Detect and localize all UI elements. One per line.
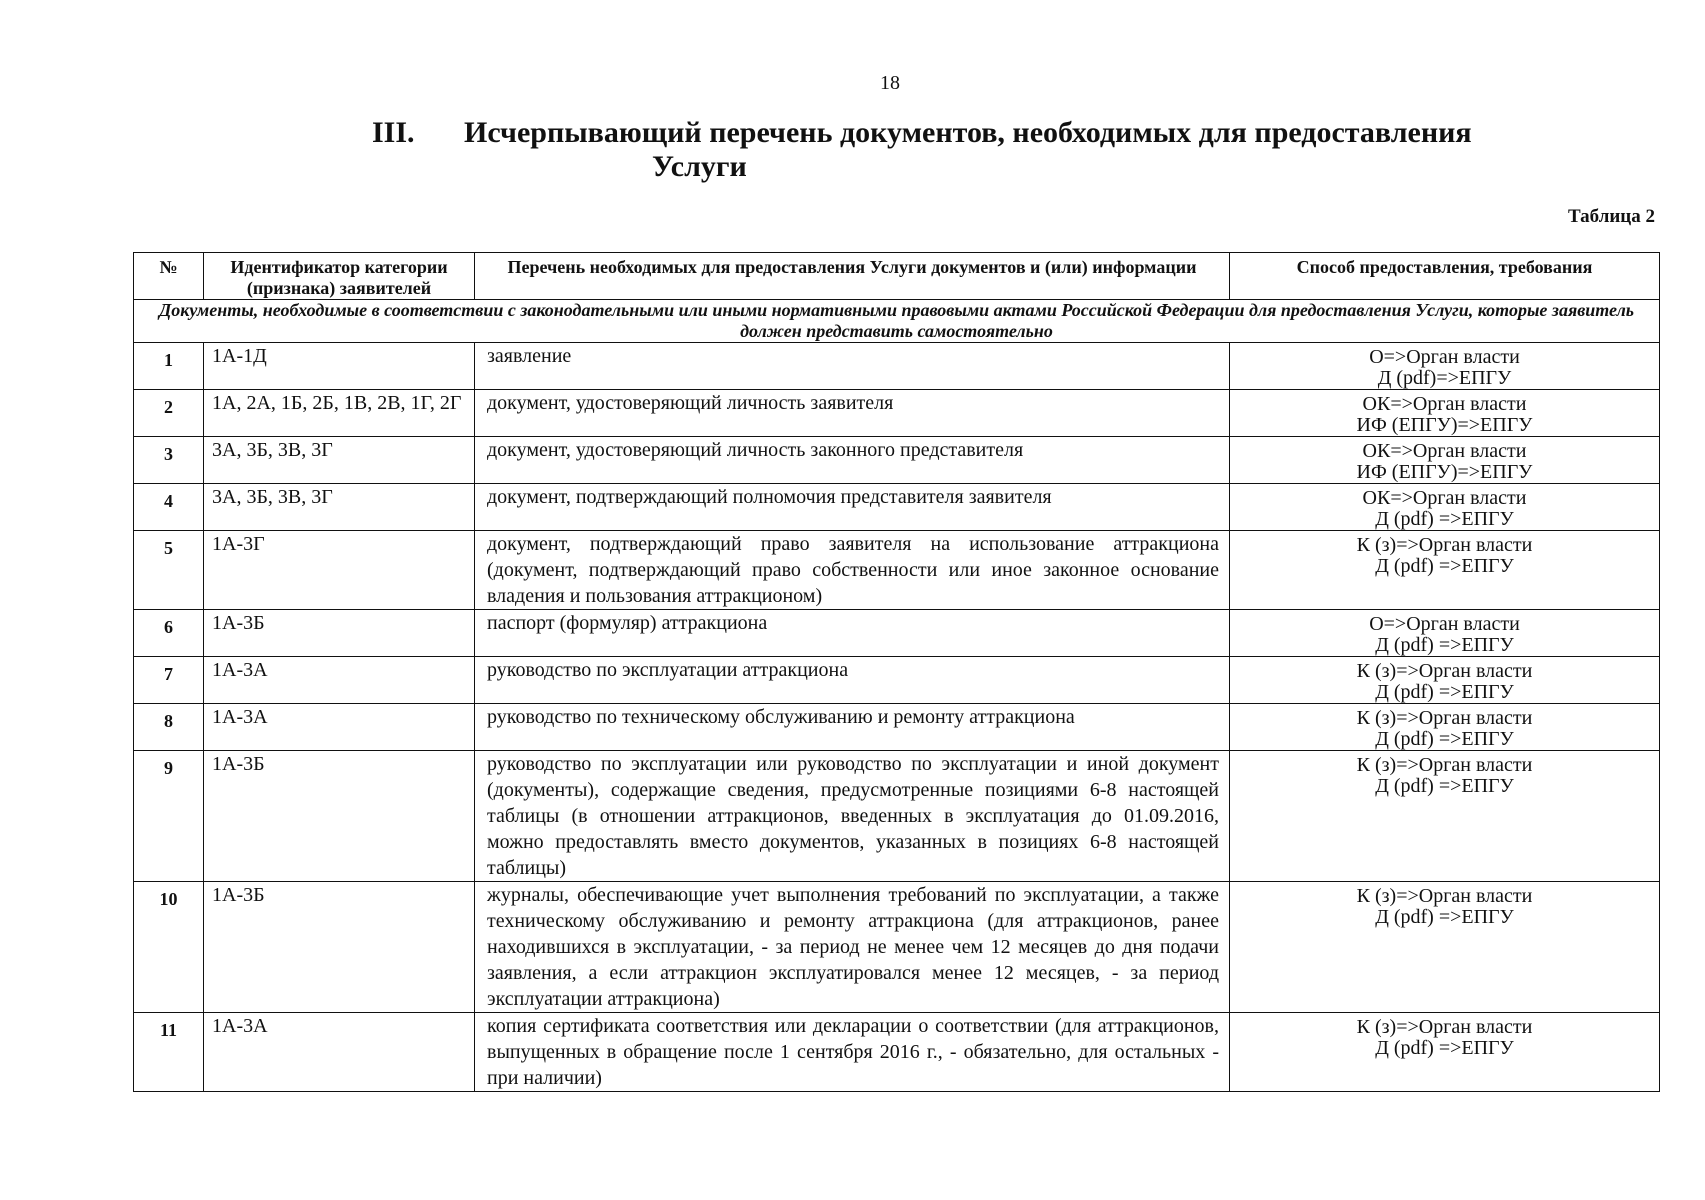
row-document: заявление — [475, 343, 1230, 390]
section-title-line1: Исчерпывающий перечень документов, необходимых для предоставления — [464, 116, 1472, 149]
header-category-id: Идентификатор категории (признака) заявителей — [204, 253, 475, 300]
row-category-id: 1А-1Д — [204, 343, 475, 390]
method-line: К (з)=>Орган власти — [1356, 707, 1533, 729]
method-line: К (з)=>Орган власти — [1356, 885, 1533, 907]
row-submission-method — [1230, 437, 1660, 484]
table-caption: Таблица 2 — [1567, 206, 1655, 227]
method-line: Д (pdf) =>ЕПГУ — [1375, 1037, 1514, 1059]
row-document: копия сертификата соответствия или декларации о соответствии (для аттракционов, выпущенных в обращение после 1 сентября 2016 г., - обязательно, для остальных - при наличии) — [475, 1013, 1230, 1092]
table-row — [134, 704, 1660, 751]
row-submission-method — [1230, 882, 1660, 1013]
row-submission-method — [1230, 704, 1660, 751]
table-row — [134, 610, 1660, 657]
row-document: паспорт (формуляр) аттракциона — [475, 610, 1230, 657]
row-number: 9 — [134, 751, 204, 882]
row-category-id: 1А-3Б — [204, 610, 475, 657]
row-number: 4 — [134, 484, 204, 531]
table-row — [134, 484, 1660, 531]
documents-table — [133, 252, 1660, 1092]
row-number: 2 — [134, 390, 204, 437]
method-line: Д (pdf) =>ЕПГУ — [1375, 508, 1514, 530]
row-number: 7 — [134, 657, 204, 704]
row-submission-method — [1230, 343, 1660, 390]
table-row — [134, 390, 1660, 437]
row-document: руководство по эксплуатации или руководство по эксплуатации и иной документ (документы), содержащие сведения, предусмотренные позициями 6-8 настоящей таблицы (в отношении аттракционов, введенных в эксплуатация до 01.09.2016, можно предоставлять вместо документов, указанных в позициях 6-8 настоящей таблицы) — [475, 751, 1230, 882]
row-submission-method — [1230, 484, 1660, 531]
row-number: 1 — [134, 343, 204, 390]
method-line: О=>Орган власти — [1369, 346, 1520, 368]
row-number: 5 — [134, 531, 204, 610]
row-category-id: 3А, 3Б, 3В, 3Г — [204, 437, 475, 484]
method-line: ОК=>Орган власти — [1362, 487, 1527, 509]
method-line: ОК=>Орган власти — [1362, 393, 1527, 415]
method-line: Д (pdf) =>ЕПГУ — [1375, 775, 1514, 797]
method-line: К (з)=>Орган власти — [1356, 1016, 1533, 1038]
header-number: № — [134, 253, 204, 300]
method-line: ИФ (ЕПГУ)=>ЕПГУ — [1356, 414, 1533, 436]
method-line: Д (pdf) =>ЕПГУ — [1375, 555, 1514, 577]
method-line: ИФ (ЕПГУ)=>ЕПГУ — [1356, 461, 1533, 483]
method-line: К (з)=>Орган власти — [1356, 660, 1533, 682]
row-document: журналы, обеспечивающие учет выполнения требований по эксплуатации, а также техническому обслуживанию и ремонту аттракциона (для аттракционов, ранее находившихся в эксплуатации, - за период не менее чем 12 месяцев до дня подачи заявления, а если аттракцион эксплуатировался менее 12 месяцев, - за период эксплуатации аттракциона) — [475, 882, 1230, 1013]
row-number: 6 — [134, 610, 204, 657]
table-row — [134, 437, 1660, 484]
method-line: Д (pdf) =>ЕПГУ — [1375, 906, 1514, 928]
section-heading — [372, 116, 1672, 184]
method-line: Д (pdf) =>ЕПГУ — [1375, 634, 1514, 656]
row-submission-method — [1230, 657, 1660, 704]
method-line: Д (pdf) =>ЕПГУ — [1375, 728, 1514, 750]
page-number: 18 — [880, 72, 900, 94]
group-title: Документы, необходимые в соответствии с законодательными или иными нормативными правовыми актами Российской Федерации для предоставления Услуги, которые заявитель должен представить самостоятельно — [134, 300, 1660, 343]
table-row — [134, 751, 1660, 882]
row-submission-method — [1230, 751, 1660, 882]
table-row — [134, 882, 1660, 1013]
row-number: 8 — [134, 704, 204, 751]
row-submission-method — [1230, 610, 1660, 657]
row-category-id: 3А, 3Б, 3В, 3Г — [204, 484, 475, 531]
table-row — [134, 531, 1660, 610]
row-document: документ, удостоверяющий личность заявителя — [475, 390, 1230, 437]
header-submission-method: Способ предоставления, требования — [1230, 253, 1660, 300]
row-number: 10 — [134, 882, 204, 1013]
method-line: Д (pdf) =>ЕПГУ — [1375, 681, 1514, 703]
row-category-id: 1А-3А — [204, 704, 475, 751]
method-line: ОК=>Орган власти — [1362, 440, 1527, 462]
method-line: О=>Орган власти — [1369, 613, 1520, 635]
header-document-list: Перечень необходимых для предоставления Услуги документов и (или) информации — [475, 253, 1230, 300]
table-header-row — [134, 253, 1660, 300]
table-group-row — [134, 300, 1660, 343]
row-number: 3 — [134, 437, 204, 484]
row-document: руководство по техническому обслуживанию и ремонту аттракциона — [475, 704, 1230, 751]
row-category-id: 1А-3А — [204, 1013, 475, 1092]
table-row — [134, 343, 1660, 390]
row-number: 11 — [134, 1013, 204, 1092]
method-line: Д (pdf)=>ЕПГУ — [1377, 367, 1512, 389]
row-category-id: 1А-3А — [204, 657, 475, 704]
row-category-id: 1А-3Б — [204, 882, 475, 1013]
row-document: документ, удостоверяющий личность законного представителя — [475, 437, 1230, 484]
section-title-line2: Услуги — [652, 150, 747, 183]
row-submission-method — [1230, 531, 1660, 610]
section-roman-numeral: III. — [372, 116, 415, 149]
method-line: К (з)=>Орган власти — [1356, 754, 1533, 776]
row-submission-method — [1230, 1013, 1660, 1092]
row-submission-method — [1230, 390, 1660, 437]
row-category-id: 1А, 2А, 1Б, 2Б, 1В, 2В, 1Г, 2Г — [204, 390, 475, 437]
row-document: руководство по эксплуатации аттракциона — [475, 657, 1230, 704]
table-row — [134, 1013, 1660, 1092]
method-line: К (з)=>Орган власти — [1356, 534, 1533, 556]
row-category-id: 1А-3Б — [204, 751, 475, 882]
row-category-id: 1А-3Г — [204, 531, 475, 610]
table-row — [134, 657, 1660, 704]
row-document: документ, подтверждающий полномочия представителя заявителя — [475, 484, 1230, 531]
row-document: документ, подтверждающий право заявителя на использование аттракциона (документ, подтверждающий право собственности или иное законное основание владения и пользования аттракционом) — [475, 531, 1230, 610]
